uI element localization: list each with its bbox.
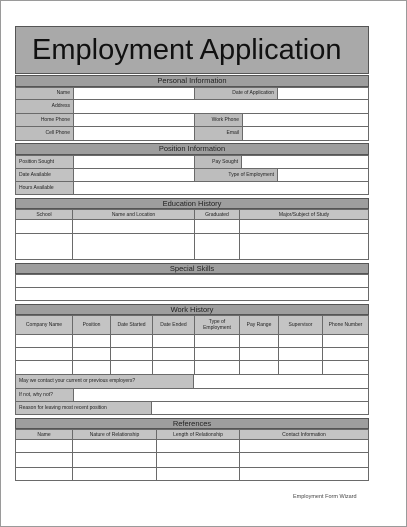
section-header-education: Education History <box>15 198 369 209</box>
date-of-application-field[interactable] <box>278 88 368 99</box>
work-col-company: Company Name <box>16 316 72 334</box>
section-header-personal: Personal Information <box>15 75 369 87</box>
may-we-contact-field[interactable] <box>194 375 368 388</box>
references-col-nature: Nature of Relationship <box>73 430 156 439</box>
education-row[interactable] <box>16 220 368 233</box>
label-pay-sought: Pay Sought <box>195 156 241 168</box>
work-history-row[interactable] <box>16 348 368 360</box>
label-if-not-why-not: If not, why not? <box>16 389 73 401</box>
if-not-why-not-field[interactable] <box>74 389 368 401</box>
position-sought-field[interactable] <box>74 156 194 168</box>
reference-row[interactable] <box>16 468 368 480</box>
hours-available-field[interactable] <box>74 182 368 194</box>
label-work-phone: Work Phone <box>195 114 242 126</box>
label-name: Name <box>16 88 73 99</box>
references-col-name: Name <box>16 430 72 439</box>
footer-credit: Employment Form Wizard <box>293 494 357 500</box>
cell-phone-field[interactable] <box>74 127 194 140</box>
email-field[interactable] <box>243 127 368 140</box>
work-col-phone: Phone Number <box>323 316 368 334</box>
label-address: Address <box>16 100 73 113</box>
work-col-position: Position <box>73 316 110 334</box>
label-date-of-application: Date of Application <box>195 88 277 99</box>
education-row[interactable] <box>16 234 368 259</box>
label-cell-phone: Cell Phone <box>16 127 73 140</box>
name-field[interactable] <box>74 88 194 99</box>
education-col-major: Major/Subject of Study <box>240 210 368 219</box>
special-skills-line[interactable] <box>16 288 368 300</box>
work-col-type: Type of Employment <box>195 316 239 334</box>
label-may-we-contact: May we contact your current or previous employers? <box>16 375 193 388</box>
pay-sought-field[interactable] <box>242 156 368 168</box>
label-email: Email <box>195 127 242 140</box>
references-col-contact: Contact Information <box>240 430 368 439</box>
form-title: Employment Application <box>15 26 369 74</box>
reason-for-leaving-field[interactable] <box>152 402 368 414</box>
work-col-pay-range: Pay Range <box>240 316 278 334</box>
date-available-field[interactable] <box>74 169 194 181</box>
work-history-row[interactable] <box>16 335 368 347</box>
references-col-length: Length of Relationship <box>157 430 239 439</box>
education-col-school: School <box>16 210 72 219</box>
reference-row[interactable] <box>16 453 368 467</box>
section-header-references: References <box>15 418 369 429</box>
work-col-date-ended: Date Ended <box>153 316 194 334</box>
label-type-of-employment: Type of Employment <box>195 169 277 181</box>
education-col-graduated: Graduated <box>195 210 239 219</box>
section-header-skills: Special Skills <box>15 263 369 274</box>
label-home-phone: Home Phone <box>16 114 73 126</box>
special-skills-line[interactable] <box>16 275 368 287</box>
label-date-available: Date Available <box>16 169 73 181</box>
work-col-supervisor: Supervisor <box>279 316 322 334</box>
section-header-position: Position Information <box>15 143 369 155</box>
home-phone-field[interactable] <box>74 114 194 126</box>
reference-row[interactable] <box>16 440 368 452</box>
work-history-row[interactable] <box>16 361 368 373</box>
label-reason-for-leaving: Reason for leaving most recent position <box>16 402 151 414</box>
label-position-sought: Position Sought <box>16 156 73 168</box>
address-field[interactable] <box>74 100 368 113</box>
work-col-date-started: Date Started <box>111 316 152 334</box>
work-phone-field[interactable] <box>243 114 368 126</box>
type-of-employment-field[interactable] <box>278 169 368 181</box>
education-col-name-location: Name and Location <box>73 210 194 219</box>
label-hours-available: Hours Available <box>16 182 73 194</box>
section-header-work: Work History <box>15 304 369 315</box>
